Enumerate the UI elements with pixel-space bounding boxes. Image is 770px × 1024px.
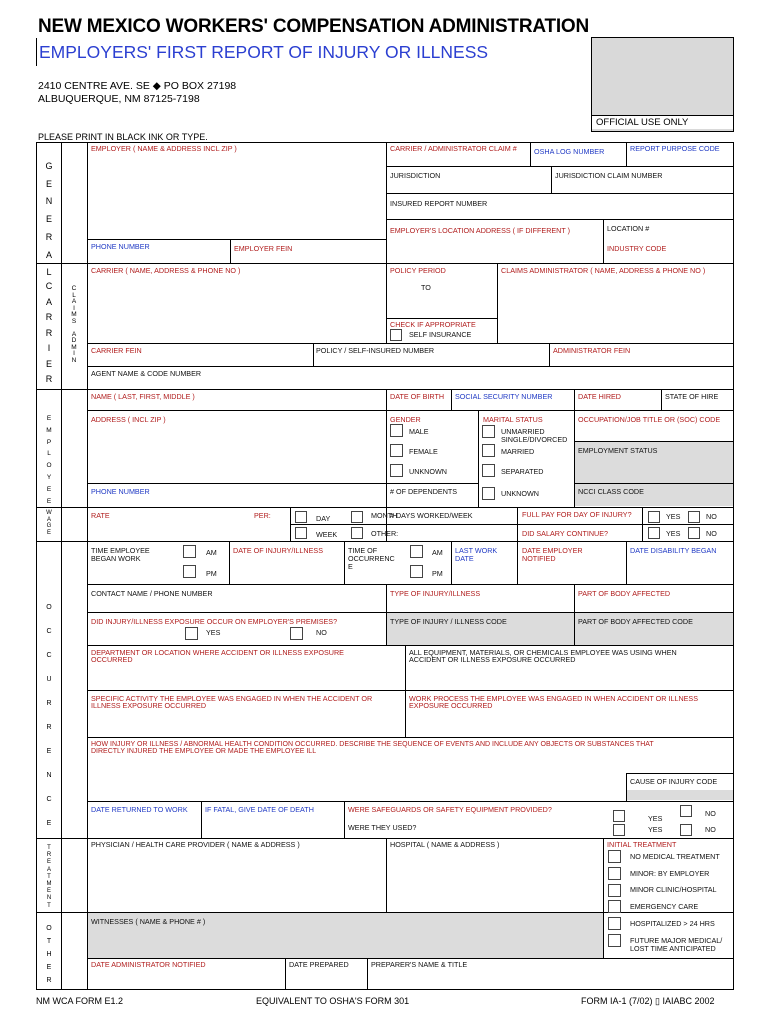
employer-location-address-field[interactable]: EMPLOYER'S LOCATION ADDRESS ( IF DIFFERENT ) [390, 226, 571, 235]
date-administrator-notified-field[interactable]: DATE ADMINISTRATOR NOTIFIED [91, 960, 206, 969]
specific-activity-label-2: ILLNESS EXPOSURE OCCURRED [91, 701, 207, 710]
agency-address-line2: ALBUQUERQUE, NM 87125-7198 [38, 93, 200, 105]
date-disability-began-field[interactable]: DATE DISABILITY BEGAN [630, 546, 717, 555]
state-of-hire-field[interactable]: STATE OF HIRE [665, 392, 719, 401]
specific-activity-label-1: SPECIFIC ACTIVITY THE EMPLOYEE WAS ENGAGED IN WHEN THE ACCIDENT OR [91, 694, 373, 703]
time-began-pm-checkbox[interactable] [183, 565, 196, 578]
gender-female-checkbox[interactable] [390, 444, 403, 457]
marital-unknown-checkbox[interactable] [482, 487, 495, 500]
work-process-label-2: EXPOSURE OCCURRED [409, 701, 493, 710]
gender-label: GENDER [390, 415, 421, 424]
footer-iaiabc: FORM IA-1 (7/02) ▯ IAIABC 2002 [581, 996, 715, 1006]
full-pay-label: FULL PAY FOR DAY OF INJURY? [522, 510, 632, 519]
premises-question: DID INJURY/ILLNESS EXPOSURE OCCUR ON EMPLOYER'S PREMISES? [91, 617, 338, 626]
date-of-injury-field[interactable]: DATE OF INJURY/ILLNESS [233, 546, 323, 555]
administrator-fein-field[interactable]: ADMINISTRATOR FEIN [553, 346, 631, 355]
future-major-medical-checkbox[interactable] [608, 934, 621, 947]
wage-month-checkbox[interactable] [351, 511, 363, 523]
cause-of-injury-code-field[interactable]: CAUSE OF INJURY CODE [630, 777, 718, 786]
dependents-field[interactable]: # OF DEPENDENTS [390, 487, 458, 496]
salary-continue-label: DID SALARY CONTINUE? [522, 529, 609, 538]
premises-yes-label: YES [206, 628, 221, 637]
side-label-general: G E N E R A L [45, 161, 53, 278]
side-label-claims-admin: C L A I M S A D M I N [71, 285, 77, 364]
side-label-carrier: C A R R I E R [45, 281, 53, 384]
minor-by-employer-checkbox[interactable] [608, 867, 621, 880]
cause-code-shaded [627, 790, 733, 800]
salary-yes-checkbox[interactable] [648, 527, 660, 539]
insured-report-number-field[interactable]: INSURED REPORT NUMBER [390, 199, 488, 208]
no-medical-treatment-checkbox[interactable] [608, 850, 621, 863]
industry-code-field[interactable]: INDUSTRY CODE [607, 244, 667, 253]
occupation-field[interactable]: OCCUPATION/JOB TITLE OR (SOC) CODE [578, 415, 721, 424]
type-of-injury-field[interactable]: TYPE OF INJURY/ILLNESS [390, 589, 481, 598]
employee-phone-field[interactable]: PHONE NUMBER [91, 487, 150, 496]
time-began-label-1: TIME EMPLOYEE [91, 546, 150, 555]
marital-unmarried-label: UNMARRIED [501, 427, 545, 436]
part-of-body-field[interactable]: PART OF BODY AFFECTED [578, 589, 671, 598]
preparer-name-title-field[interactable]: PREPARER'S NAME & TITLE [371, 960, 468, 969]
date-prepared-field[interactable]: DATE PREPARED [289, 960, 349, 969]
future-major-medical-label-1: FUTURE MAJOR MEDICAL/ [630, 936, 723, 945]
employee-address-field[interactable]: ADDRESS ( INCL ZIP ) [91, 415, 166, 424]
side-label-treatment: T R E A T M E N T [46, 845, 52, 909]
wage-week-checkbox[interactable] [295, 527, 307, 539]
official-use-label: OFFICIAL USE ONLY [592, 115, 733, 129]
time-occurrence-am-checkbox[interactable] [410, 545, 423, 558]
no-medical-treatment-label: NO MEDICAL TREATMENT [630, 852, 720, 861]
side-label-other: O T H E R [46, 925, 52, 984]
date-employer-notified-label-2: NOTIFIED [522, 554, 556, 563]
equipment-label-2: ACCIDENT OR ILLNESS EXPOSURE OCCURRED [409, 655, 576, 664]
initial-treatment-label: INITIAL TREATMENT [607, 840, 677, 849]
wage-day-label: DAY [316, 514, 331, 523]
employee-name-field[interactable]: NAME ( LAST, FIRST, MIDDLE ) [91, 392, 195, 401]
date-employer-notified-label-1: DATE EMPLOYER [522, 546, 583, 555]
marital-unknown-label: UNKNOWN [501, 489, 539, 498]
time-began-am-checkbox[interactable] [183, 545, 196, 558]
time-began-am-label: AM [206, 548, 217, 557]
last-work-date-label-1: LAST WORK [455, 546, 498, 555]
side-label-occurrence: O C C U R R E N C E [46, 604, 52, 827]
hospital-field[interactable]: HOSPITAL ( NAME & ADDRESS ) [390, 840, 500, 849]
department-location-label-1: DEPARTMENT OR LOCATION WHERE ACCIDENT OR ILLNESS EXPOSURE [91, 648, 344, 657]
safeguards-provided-no-checkbox[interactable] [680, 805, 692, 817]
self-insurance-label: SELF INSURANCE [409, 330, 472, 339]
salary-no-label: NO [706, 529, 717, 538]
date-returned-to-work-field[interactable]: DATE RETURNED TO WORK [91, 805, 188, 814]
gender-male-label: MALE [409, 427, 429, 436]
type-of-injury-code-field[interactable]: TYPE OF INJURY / ILLNESS CODE [390, 617, 507, 626]
full-pay-yes-label: YES [666, 512, 681, 521]
time-began-pm-label: PM [206, 569, 217, 578]
side-label-wage: W A G E [46, 510, 52, 536]
time-occurrence-pm-checkbox[interactable] [410, 565, 423, 578]
ncci-class-code-field[interactable]: NCCI CLASS CODE [578, 487, 644, 496]
safeguards-provided-yes-label: YES [648, 814, 663, 823]
gender-unknown-checkbox[interactable] [390, 464, 403, 477]
time-occurrence-label-3: E [348, 562, 353, 571]
premises-no-checkbox[interactable] [290, 627, 303, 640]
side-label-employee: E M P L O Y E E [46, 415, 52, 505]
wage-rate-field[interactable]: RATE [91, 511, 110, 520]
time-occurrence-label-2: OCCURRENC [348, 554, 395, 563]
gender-male-checkbox[interactable] [390, 424, 403, 437]
salary-yes-label: YES [666, 529, 681, 538]
employment-status-field[interactable]: EMPLOYMENT STATUS [578, 446, 658, 455]
contact-name-phone-field[interactable]: CONTACT NAME / PHONE NUMBER [91, 589, 213, 598]
form-subtitle: EMPLOYERS' FIRST REPORT OF INJURY OR ILLNESS [39, 42, 489, 62]
carrier-fein-field[interactable]: CARRIER FEIN [91, 346, 142, 355]
agency-address-line1: 2410 CENTRE AVE. SE ◆ PO BOX 27198 [38, 80, 237, 92]
check-if-appropriate-label: CHECK IF APPROPRIATE [390, 320, 476, 329]
employer-name-address-field[interactable]: EMPLOYER ( NAME & ADDRESS INCL ZIP ) [91, 144, 237, 153]
jurisdiction-field[interactable]: JURISDICTION [390, 171, 441, 180]
wage-month-label: MONTH [371, 511, 398, 520]
safeguards-provided-no-label: NO [705, 809, 716, 818]
safeguards-provided-label: WERE SAFEGUARDS OR SAFETY EQUIPMENT PROVIDED? [348, 805, 552, 814]
self-insurance-checkbox[interactable] [390, 329, 402, 341]
official-use-box [591, 37, 734, 132]
safeguards-used-yes-label: YES [648, 825, 663, 834]
claims-administrator-field[interactable]: CLAIMS ADMINISTRATOR ( NAME, ADDRESS & PHONE NO ) [501, 266, 706, 275]
days-worked-week-field[interactable]: # DAYS WORKED/WEEK [390, 511, 473, 520]
part-of-body-code-field[interactable]: PART OF BODY AFFECTED CODE [578, 617, 693, 626]
wage-week-label: WEEK [316, 530, 338, 539]
jurisdiction-claim-number-field[interactable]: JURISDICTION CLAIM NUMBER [555, 171, 663, 180]
location-number-field[interactable]: LOCATION # [607, 224, 650, 233]
time-occurrence-pm-label: PM [432, 569, 443, 578]
page-title: NEW MEXICO WORKERS' COMPENSATION ADMINISTRATION [38, 16, 590, 37]
marital-separated-label: SEPARATED [501, 467, 544, 476]
date-of-death-field[interactable]: IF FATAL, GIVE DATE OF DEATH [205, 805, 314, 814]
date-hired-field[interactable]: DATE HIRED [578, 392, 621, 401]
marital-unmarried-checkbox[interactable] [482, 425, 495, 438]
hospitalized-24-checkbox[interactable] [608, 917, 621, 930]
footer-osha-equivalent: EQUIVALENT TO OSHA'S FORM 301 [256, 996, 410, 1006]
safeguards-used-no-label: NO [705, 825, 716, 834]
emergency-care-label: EMERGENCY CARE [630, 902, 699, 911]
safeguards-used-yes-checkbox[interactable] [613, 824, 625, 836]
gender-female-label: FEMALE [409, 447, 438, 456]
safeguards-used-no-checkbox[interactable] [680, 824, 692, 836]
policy-period-to-label: TO [421, 283, 431, 292]
agent-name-code-field[interactable]: AGENT NAME & CODE NUMBER [91, 369, 202, 378]
marital-single-divorced-label: SINGLE/DIVORCED [501, 435, 568, 444]
footer-form-id: NM WCA FORM E1.2 [36, 996, 124, 1006]
full-pay-no-checkbox[interactable] [688, 511, 700, 523]
safeguards-used-label: WERE THEY USED? [348, 823, 417, 832]
policy-number-field[interactable]: POLICY / SELF-INSURED NUMBER [316, 346, 435, 355]
time-began-label-2: BEGAN WORK [91, 554, 141, 563]
emergency-care-checkbox[interactable] [608, 900, 621, 913]
marital-married-checkbox[interactable] [482, 444, 495, 457]
future-major-medical-label-2: LOST TIME ANTICIPATED [630, 944, 716, 953]
employer-phone-field[interactable]: PHONE NUMBER [91, 242, 150, 251]
full-pay-yes-checkbox[interactable] [648, 511, 660, 523]
osha-log-number-field[interactable]: OSHA LOG NUMBER [534, 147, 605, 156]
last-work-date-label-2: DATE [455, 554, 474, 563]
wage-other-label: OTHER: [371, 529, 399, 538]
premises-yes-checkbox[interactable] [185, 627, 198, 640]
full-pay-no-label: NO [706, 512, 717, 521]
carrier-claim-number-field[interactable]: CARRIER / ADMINISTRATOR CLAIM # [390, 144, 517, 153]
witnesses-field[interactable]: WITNESSES ( NAME & PHONE # ) [91, 917, 206, 926]
time-occurrence-am-label: AM [432, 548, 443, 557]
time-occurrence-label-1: TIME OF [348, 546, 378, 555]
wage-other-checkbox[interactable] [351, 527, 363, 539]
policy-period-field[interactable]: POLICY PERIOD [390, 266, 446, 275]
gender-unknown-label: UNKNOWN [409, 467, 447, 476]
how-injury-occurred-label-2: DIRECTLY INJURED THE EMPLOYEE OR MADE THE EMPLOYEE ILL [91, 748, 317, 755]
premises-no-label: NO [316, 628, 327, 637]
print-instruction: PLEASE PRINT IN BLACK INK OR TYPE. [38, 132, 208, 142]
hospitalized-24-label: HOSPITALIZED > 24 HRS [630, 919, 715, 928]
employer-fein-field[interactable]: EMPLOYER FEIN [234, 244, 293, 253]
marital-separated-checkbox[interactable] [482, 464, 495, 477]
ssn-field[interactable]: SOCIAL SECURITY NUMBER [455, 392, 553, 401]
report-purpose-code-field[interactable]: REPORT PURPOSE CODE [630, 144, 720, 153]
date-of-birth-field[interactable]: DATE OF BIRTH [390, 392, 445, 401]
wage-day-checkbox[interactable] [295, 511, 307, 523]
safeguards-provided-yes-checkbox[interactable] [613, 810, 625, 822]
minor-by-employer-label: MINOR: BY EMPLOYER [630, 869, 710, 878]
marital-status-label: MARITAL STATUS [483, 415, 543, 424]
minor-clinic-hospital-label: MINOR CLINIC/HOSPITAL [630, 885, 717, 894]
minor-clinic-hospital-checkbox[interactable] [608, 884, 621, 897]
how-injury-occurred-label-1: HOW INJURY OR ILLNESS / ABNORMAL HEALTH CONDITION OCCURRED. DESCRIBE THE SEQUENCE OF EVENTS AND INCLUDE ANY OBJECTS OR SUBSTANCES THAT [91, 741, 654, 748]
salary-no-checkbox[interactable] [688, 527, 700, 539]
carrier-name-address-field[interactable]: CARRIER ( NAME, ADDRESS & PHONE NO ) [91, 266, 241, 275]
equipment-label-1: ALL EQUIPMENT, MATERIALS, OR CHEMICALS EMPLOYEE WAS USING WHEN [409, 648, 677, 657]
department-location-label-2: OCCURRED [91, 655, 133, 664]
physician-provider-field[interactable]: PHYSICIAN / HEALTH CARE PROVIDER ( NAME & ADDRESS ) [91, 840, 300, 849]
marital-married-label: MARRIED [501, 447, 535, 456]
work-process-label-1: WORK PROCESS THE EMPLOYEE WAS ENGAGED IN WHEN ACCIDENT OR ILLNESS [409, 694, 699, 703]
wage-per-label: PER: [254, 511, 271, 520]
